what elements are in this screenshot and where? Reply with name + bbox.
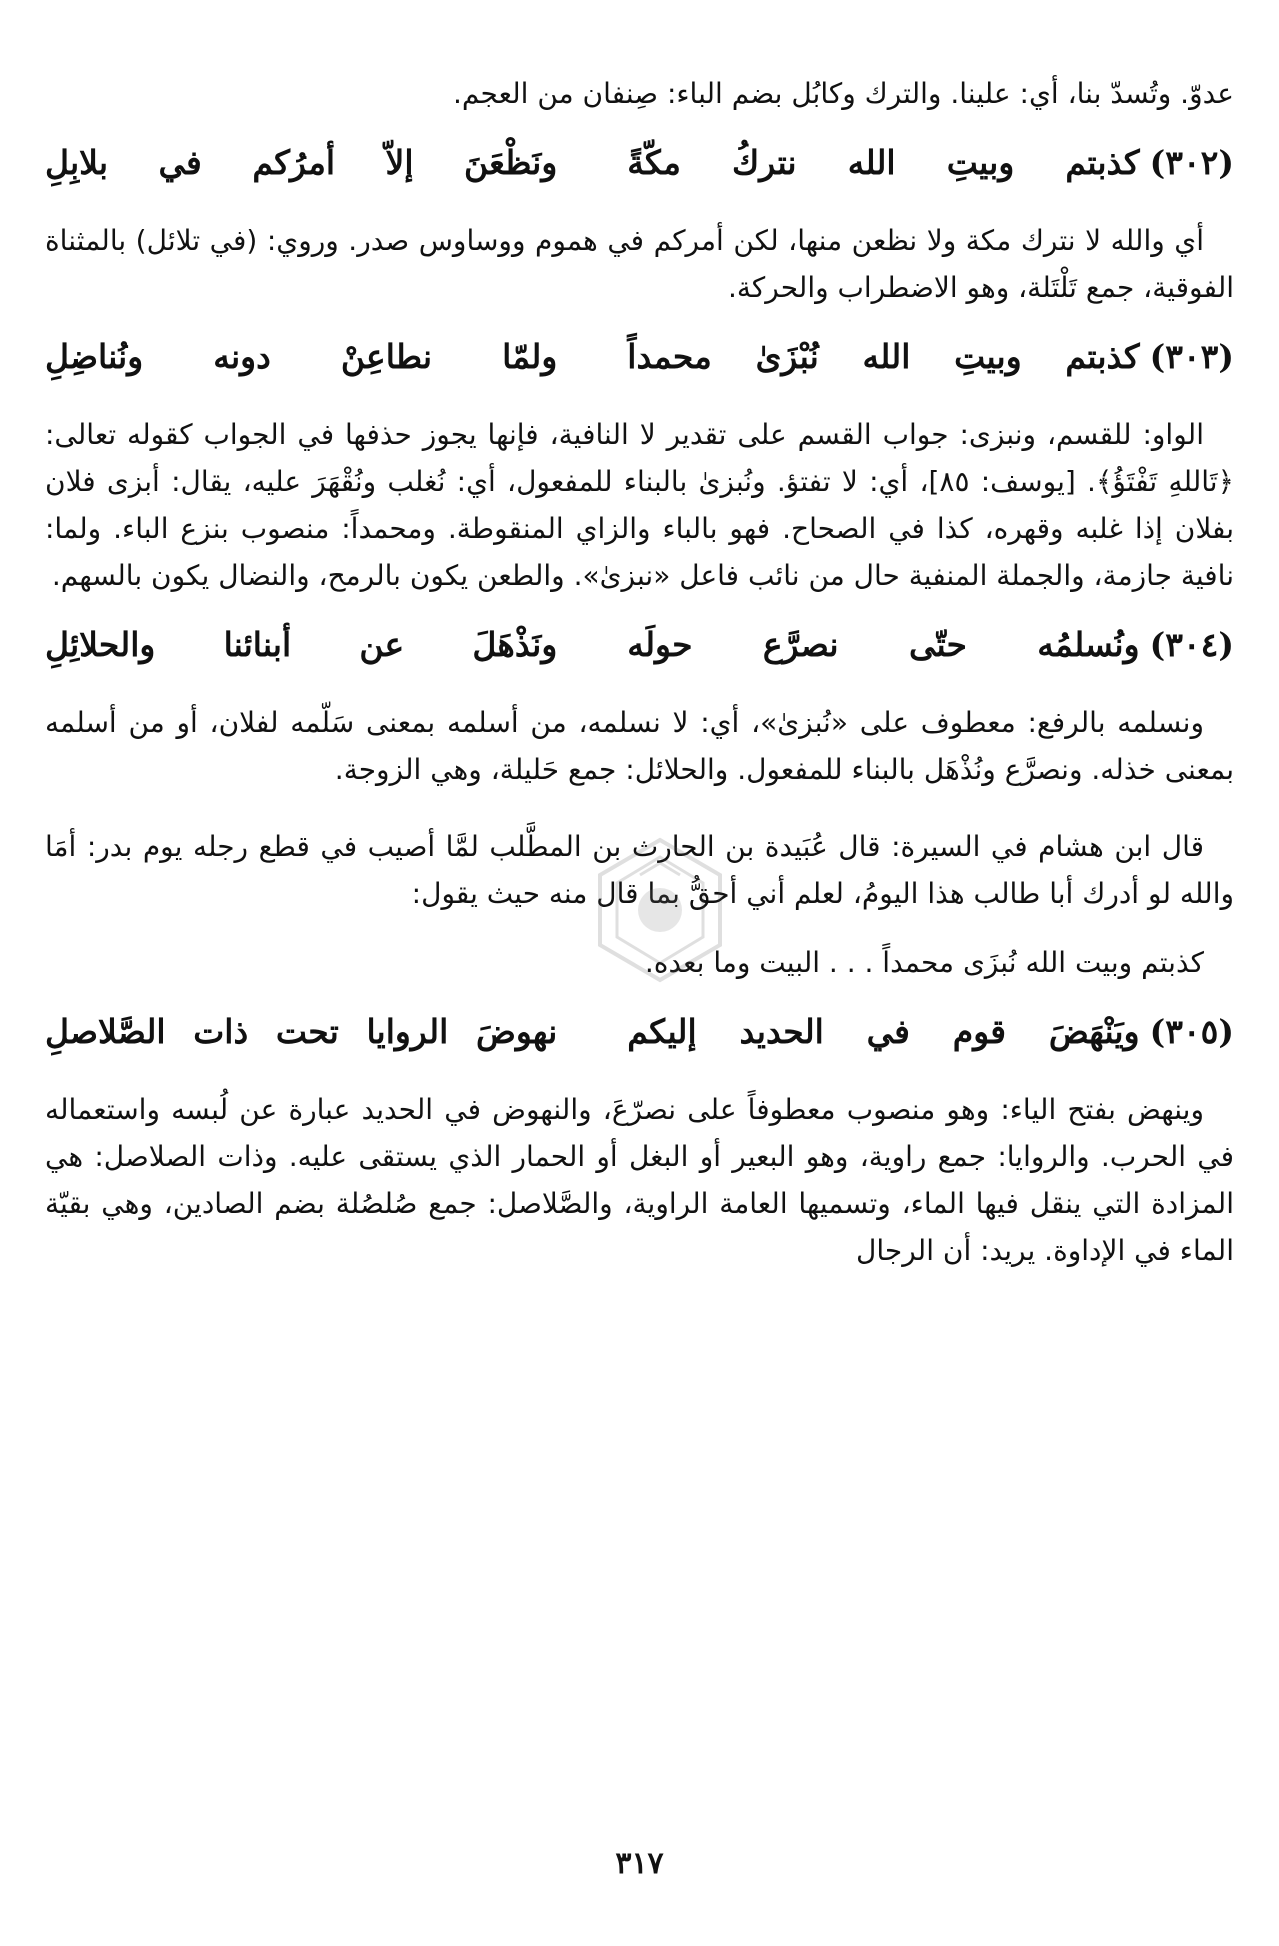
verse-commentary: الواو: للقسم، ونبزى: جواب القسم على تقدير لا النافية، فإنها يجوز حذفها في الجواب كقوله تعالى: ﴿تَاللهِ تَفْتَؤُ﴾. [يوسف: ٨٥]، أي: لا تفتؤ. ونُبزىٰ بالبناء للمفعول، أي: نُغلب ونُقْهَرَ عليه، يقال: أبزى فلان بفلان إذا غلبه وقهره، كذا في الصحاح. فهو بالباء والزاي المنقوطة. ومحمداً: منصوب بنزع الباء. ولما: نافية جازمة، والجملة المنفية حال من نائب فاعل «نبزىٰ». والطعن يكون بالرمح، والنضال يكون بالسهم. [45,418,1235,592]
verse-second-hemistich: نهوضَ الروايا تحت ذات الصَّلاصلِ [45,1012,558,1051]
verse-number: (٣٠٤) [1149,625,1234,664]
verse-number: (٣٠٣) [1149,337,1234,376]
verse-first-hemistich: كذبتم وبيتِ الله نُبْزَىٰ محمداً [627,337,1140,376]
verse-number: (٣٠٥) [1149,1012,1234,1051]
verse-commentary: وينهض بفتح الياء: وهو منصوب معطوفاً على نصرّعَ، والنهوض في الحديد عبارة عن لُبسه واستعماله في الحرب. والروايا: جمع راوية، وهو البعير أو البغل أو الحمار الذي يستقى عليه. وذات الصلاصل: هي المزادة التي ينقل فيها الماء، وتسميها العامة الراوية، والصَّلاصل: جمع صُلصُلة بضم الصادين، وهي بقيّة الماء في الإداوة. يريد: أن الرجال [45,1093,1234,1267]
verse-commentary: ونسلمه بالرفع: معطوف على «نُبزىٰ»، أي: لا نسلمه، من أسلمه بمعنى سَلّمه لفلان، أو من أسلمه بمعنى خذله. ونصرَّع ونُذْهَل بالبناء للمفعول. والحلائل: جمع حَليلة، وهي الزوجة. [45,706,1234,786]
verse-quotation: كذبتم وبيت الله نُبزَى محمداً . . . البيت وما بعده. [644,946,1204,979]
page-number: ٣١٧ [615,1846,664,1881]
verse-number: (٣٠٢) [1149,143,1234,182]
verse-302 [45,139,1234,187]
page-content [45,70,1234,1274]
verse-second-hemistich: ونَذْهَلَ عن أبنائنا والحلائِلِ [45,625,558,664]
verse-305 [45,1008,1234,1056]
verse-first-hemistich: ونُسلمُه حتّى نصرَّع حولَه [627,625,1140,664]
sira-quotation-intro: قال ابن هشام في السيرة: قال عُبَيدة بن الحارث بن المطَّلب لمَّا أصيب في قطع رجله يوم بدر: أمَا والله لو أدرك أبا طالب هذا اليومُ، لعلم أني أحقُّ بما قال منه حيث يقول: [45,830,1234,910]
verse-commentary: أي والله لا نترك مكة ولا نظعن منها، لكن أمركم في هموم ووساوس صدر. وروي: (في تلائل) بالمثناة الفوقية، جمع تَلْتَلة، وهو الاضطراب والحركة. [45,224,1234,304]
verse-first-hemistich: كذبتم وبيتِ الله نتركُ مكّةً [627,143,1140,182]
verse-second-hemistich: ونَظْعَنَ إلاّ أمرُكم في بلابِلِ [45,143,558,182]
verse-second-hemistich: ولمّا نطاعِنْ دونه ونُناضِلِ [45,337,558,376]
verse-303 [45,333,1234,381]
verse-first-hemistich: ويَنْهَضَ قوم في الحديد إليكم [627,1012,1140,1051]
library-seal-watermark [595,835,725,985]
verse-304 [45,621,1234,669]
intro-line: عدوّ. وتُسدّ بنا، أي: علينا. والترك وكابُل بضم الباء: صِنفان من العجم. [453,77,1234,110]
